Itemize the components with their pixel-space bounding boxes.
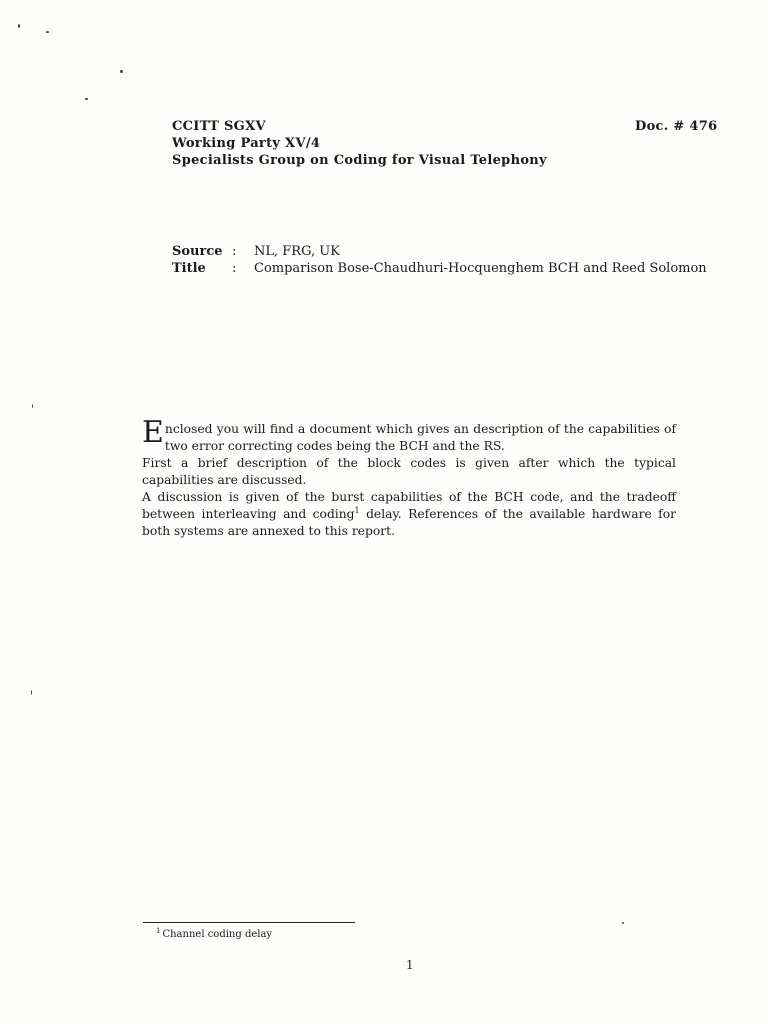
meta-source-row	[172, 243, 707, 260]
document-header	[172, 118, 547, 169]
paragraph-1-text: nclosed you will find a document which gives an description of the capabilities of two error correcting codes being the BCH and the RS.	[164, 422, 676, 453]
body-paragraph-1	[142, 415, 676, 455]
scan-speck	[85, 98, 88, 100]
footnote-reference: 1	[354, 505, 360, 515]
page-number: 1	[406, 958, 414, 972]
source-label: Source	[172, 244, 223, 259]
title-label: Title	[172, 261, 206, 276]
source-separator: :	[232, 244, 237, 259]
title-value: Comparison Bose-Chaudhuri-Hocquenghem BCH and Reed Solomon	[254, 261, 707, 276]
paragraph-3-text-start: A discussion is given of the burst capabilities of the BCH code, and the tradeoff between interleaving and coding	[142, 490, 676, 521]
header-working-party: Working Party XV/4	[172, 136, 321, 151]
body-paragraph-2: First a brief description of the block codes is given after which the typical capabilities are discussed.	[142, 456, 676, 487]
footnote-divider	[143, 922, 355, 923]
scan-speck	[622, 922, 624, 924]
drop-cap: E	[142, 415, 164, 450]
scan-speck	[120, 70, 123, 73]
header-organization: CCITT SGXV	[172, 119, 266, 134]
footnote-text: Channel coding delay	[162, 929, 273, 940]
scan-speck	[32, 404, 33, 408]
scan-speck	[31, 690, 32, 695]
scan-speck	[46, 31, 49, 33]
body-paragraph-3	[142, 489, 676, 540]
document-meta	[172, 243, 707, 277]
title-separator: :	[232, 261, 237, 276]
source-value: NL, FRG, UK	[254, 244, 340, 259]
document-number: Doc. # 476	[635, 119, 718, 134]
header-group: Specialists Group on Coding for Visual Telephony	[172, 153, 547, 168]
footnote	[156, 928, 272, 941]
scan-speck	[18, 24, 20, 28]
body-text	[142, 415, 676, 540]
meta-title-row	[172, 260, 707, 277]
paragraph-3-text-end: delay. References of the available hardware for both systems are annexed to this report.	[142, 507, 676, 538]
footnote-mark: 1	[156, 926, 161, 935]
